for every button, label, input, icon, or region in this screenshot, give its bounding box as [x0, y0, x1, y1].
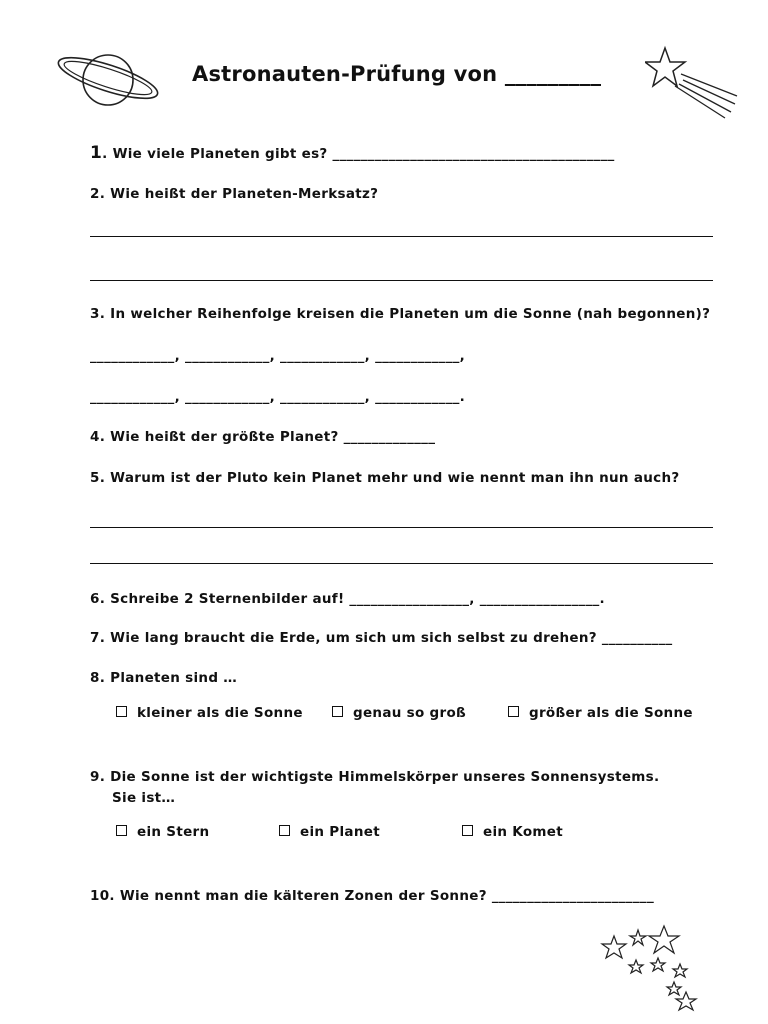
checkbox-icon[interactable]	[332, 706, 343, 717]
answer-line[interactable]	[90, 563, 713, 564]
question-1-number: 1	[90, 143, 103, 163]
answer-line[interactable]	[90, 527, 713, 528]
option-komet[interactable]: ein Komet	[462, 824, 563, 840]
option-kleiner[interactable]: kleiner als die Sonne	[116, 705, 303, 721]
question-6-text: 6. Schreibe 2 Sternenbilder auf! _________________, _________________.	[90, 591, 605, 607]
question-8-text: 8. Planeten sind …	[90, 670, 238, 686]
question-7-text: 7. Wie lang braucht die Erde, um sich um sich selbst zu drehen? __________	[90, 630, 673, 646]
stars-cluster-icon	[600, 924, 700, 1014]
checkbox-icon[interactable]	[508, 706, 519, 717]
question-9-text: 9. Die Sonne ist der wichtigste Himmelskörper unseres Sonnensystems.	[90, 769, 660, 785]
question-9-subtext: Sie ist…	[112, 790, 176, 806]
question-3-answer-row-2[interactable]: ____________, ____________, ____________, ____________.	[90, 389, 466, 405]
answer-line[interactable]	[90, 280, 713, 281]
checkbox-icon[interactable]	[462, 825, 473, 836]
question-1-text: . Wie viele Planeten gibt es? ________________________________________	[102, 146, 615, 162]
question-4-text: 4. Wie heißt der größte Planet? _____________	[90, 429, 436, 445]
option-stern[interactable]: ein Stern	[116, 824, 209, 840]
answer-line[interactable]	[90, 236, 713, 237]
option-genau-so-gross[interactable]: genau so groß	[332, 705, 466, 721]
option-groesser[interactable]: größer als die Sonne	[508, 705, 693, 721]
question-3-text: 3. In welcher Reihenfolge kreisen die Planeten um die Sonne (nah begonnen)?	[90, 306, 711, 322]
checkbox-icon[interactable]	[279, 825, 290, 836]
checkbox-icon[interactable]	[116, 706, 127, 717]
question-1	[90, 143, 615, 163]
shooting-star-icon	[645, 44, 743, 120]
page-title: Astronauten-Prüfung von _________	[192, 62, 602, 86]
checkbox-icon[interactable]	[116, 825, 127, 836]
question-2-text: 2. Wie heißt der Planeten-Merksatz?	[90, 186, 379, 202]
option-planet[interactable]: ein Planet	[279, 824, 380, 840]
question-10-text: 10. Wie nennt man die kälteren Zonen der Sonne? _______________________	[90, 888, 654, 904]
question-3-answer-row-1[interactable]: ____________, ____________, ____________, ____________,	[90, 348, 466, 364]
question-5-text: 5. Warum ist der Pluto kein Planet mehr und wie nennt man ihn nun auch?	[90, 470, 680, 486]
saturn-icon	[52, 42, 164, 114]
